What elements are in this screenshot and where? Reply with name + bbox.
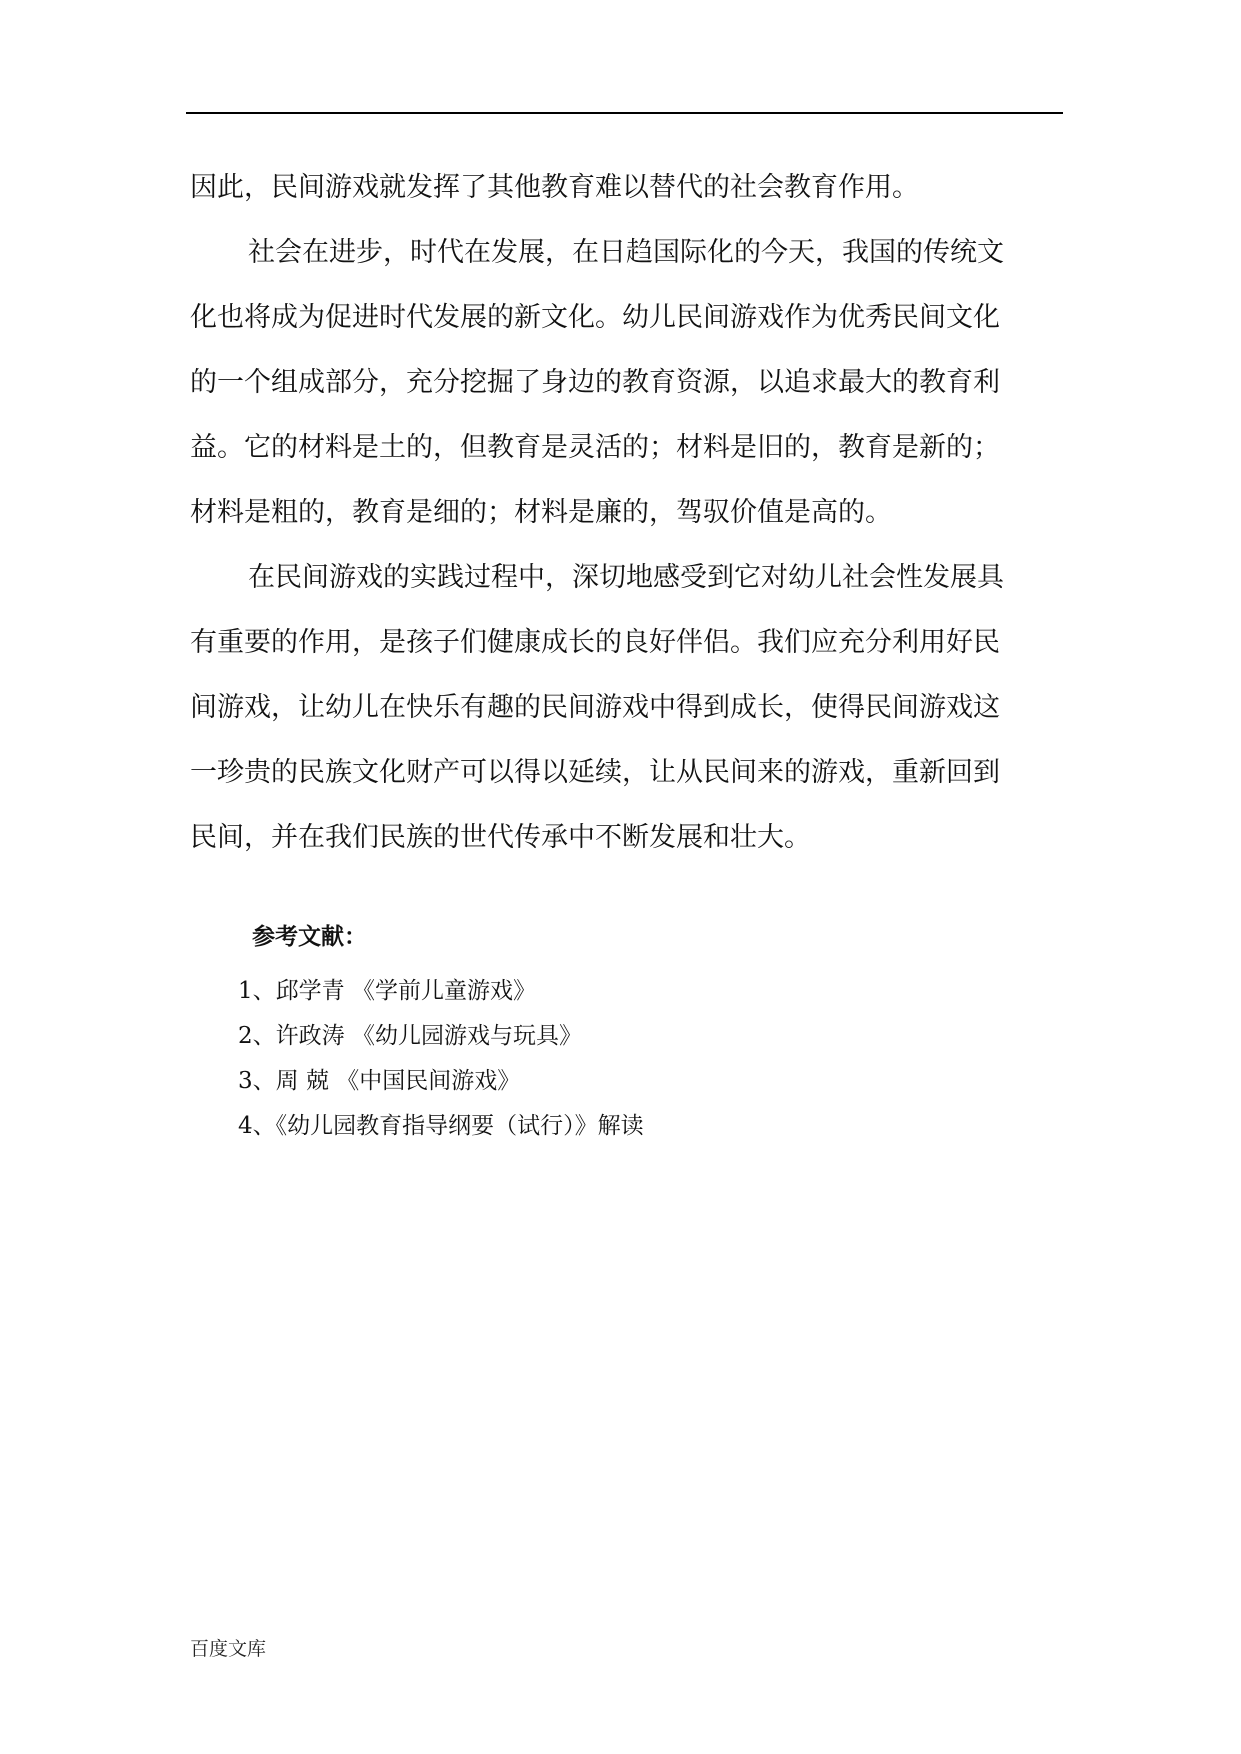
paragraph-2-line-2: 化也将成为促进时代发展的新文化。幼儿民间游戏作为优秀民间文化: [190, 302, 1000, 333]
footer-label: 百度文库: [190, 1638, 267, 1660]
reference-item-4: 4、《幼儿园教育指导纲要（试行）》解读: [238, 1113, 644, 1139]
body-text: [190, 155, 1070, 870]
paragraph-3-line-2: 有重要的作用，是孩子们健康成长的良好伴侣。我们应充分利用好民: [190, 627, 1000, 658]
reference-item-2: 2、许政涛 《幼儿园游戏与玩具》: [238, 1023, 582, 1049]
paragraph-3-line-5: 民间，并在我们民族的世代传承中不断发展和壮大。: [190, 822, 811, 853]
paragraph-2-line-4: 益。它的材料是土的，但教育是灵活的；材料是旧的，教育是新的；: [190, 432, 1000, 463]
references-title: 参考文献：: [252, 923, 367, 950]
paragraph-1-line-1: 因此，民间游戏就发挥了其他教育难以替代的社会教育作用。: [190, 172, 919, 203]
paragraph-2-line-3: 的一个组成部分，充分挖掘了身边的教育资源，以追求最大的教育利: [190, 367, 1000, 398]
reference-item-1: 1、邱学青 《学前儿童游戏》: [238, 978, 536, 1004]
paragraph-3-line-3: 间游戏，让幼儿在快乐有趣的民间游戏中得到成长，使得民间游戏这: [190, 692, 1000, 723]
reference-item-3: 3、周 兢 《中国民间游戏》: [238, 1068, 521, 1094]
paragraph-3-line-4: 一珍贵的民族文化财产可以得以延续，让从民间来的游戏，重新回到: [190, 757, 1000, 788]
header-rule: [186, 112, 1063, 114]
paragraph-2-line-5: 材料是粗的，教育是细的；材料是廉的，驾驭价值是高的。: [190, 497, 892, 528]
paragraph-3-line-1: 在民间游戏的实践过程中，深切地感受到它对幼儿社会性发展具: [248, 562, 1004, 593]
paragraph-2-line-1: 社会在进步，时代在发展，在日趋国际化的今天，我国的传统文: [248, 237, 1004, 268]
